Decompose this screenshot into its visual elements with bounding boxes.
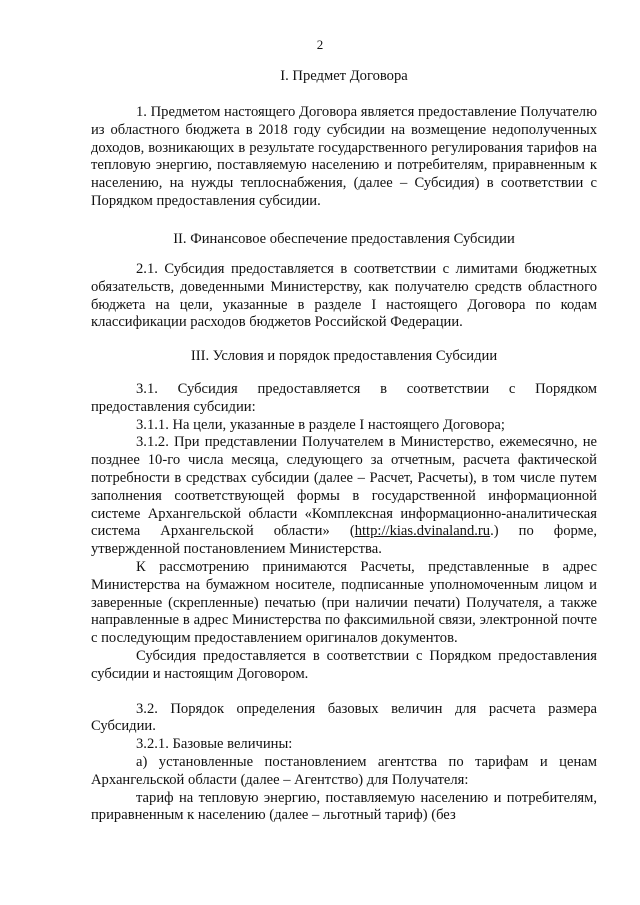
paragraph-3-1-1: 3.1.1. На цели, указанные в разделе I настоящего Договора; — [136, 416, 505, 433]
paragraph-tariff: тариф на тепловую энергию, поставляемую населению и потребителям, приравненным к населению (далее – льготный тариф) (без — [91, 789, 597, 824]
kias-link[interactable]: http://kias.dvinaland.ru — [354, 523, 491, 540]
paragraph-subsidy-provision: Субсидия предоставляется в соответствии с Порядком предоставления субсидии и настоящим Договором. — [91, 647, 597, 682]
section-2-heading: II. Финансовое обеспечение предоставления Субсидии — [173, 231, 515, 247]
section-1-paragraph: 1. Предметом настоящего Договора является предоставление Получателю из областного бюджета в 2018 году субсидии на возмещение недополученных доходов, возникающих в результате государственного регулирования тарифов на тепловую энергию, поставляемую населению и потребителям, приравненным к населению, на нужды теплоснабжения, (далее – Субсидия) в соответствии с Порядком предоставления субсидии. — [91, 104, 597, 209]
paragraph-3-2-1: 3.2.1. Базовые величины: — [136, 736, 293, 753]
paragraph-a: а) установленные постановлением агентства по тарифам и ценам Архангельской области (далее – Агентство) для Получателя: — [91, 753, 597, 788]
paragraph-calculations: К рассмотрению принимаются Расчеты, представленные в адрес Министерства на бумажном носителе, подписанные уполномоченным лицом и заверенные (скрепленные) печатью (при наличии печати) Получателя, а также направленные в адрес Министерства по факсимильной связи, электронной почте с последующим предоставлением оригиналов документов. — [91, 558, 597, 647]
paragraph-3-1-2-tail: .) по форме, утвержденной постановлением Министерства. — [91, 523, 597, 558]
page-number: 2 — [316, 37, 324, 52]
paragraph-3-1-2 — [91, 434, 597, 559]
paragraph-3-1-2-text: 3.1.2. При представлении Получателем в Министерство, ежемесячно, не позднее 10-го числа месяца, следующего за отчетным, расчета фактической потребности в средствах субсидии (далее – Расчет, Расчеты), в том числе путем заполнения соответствующей формы в государственной информационной системе Архангельской области «Комплексная информационно-аналитическая система Архангельской области» ( — [91, 434, 597, 540]
section-3-heading: III. Условия и порядок предоставления Субсидии — [190, 348, 498, 364]
section-3-content — [91, 381, 597, 825]
section-1-heading: I. Предмет Договора — [280, 68, 408, 84]
paragraph-3-1: 3.1. Субсидия предоставляется в соответствии с Порядком предоставления субсидии: — [91, 381, 597, 415]
paragraph-3-2: 3.2. Порядок определения базовых величин для расчета размера Субсидии. — [91, 700, 597, 735]
section-2-paragraph: 2.1. Субсидия предоставляется в соответствии с лимитами бюджетных обязательств, доведенными Министерству, как получателю средств областного бюджета на цели, указанные в разделе I настоящего Договора по кодам классификации расходов бюджетов Российской Федерации. — [91, 261, 597, 331]
